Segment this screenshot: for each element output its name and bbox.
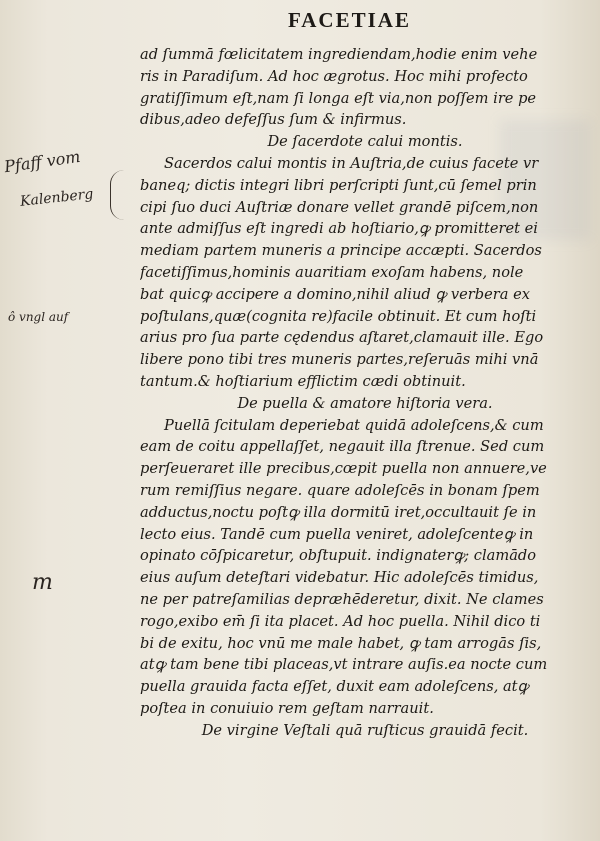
running-head: FACETIAE [288,8,411,32]
text-line: eius auſum deteſtari videbatur. Hic adoleſcēs timidus, [140,569,539,587]
marginal-note: m [32,570,53,595]
text-line: ris in Paradiſum. Ad hoc ægrotus. Hoc mihi profecto [140,67,528,85]
text-line: ad ſummā fœlicitatem ingrediendam,hodie enim vehe [140,46,538,63]
text-line: puella grauida facta eſſet, duxit eam adoleſcens, atꝙ [140,678,529,696]
marginal-bracket [110,170,133,220]
text-line: Puellā ſcitulam deperiebat quidā adoleſcens,& cum [164,416,544,434]
text-line: ante admiſſus eſt ingredi ab hoſtiario,ꝙ promitteret ei [140,220,538,238]
text-line: bat quicꝙ accipere a domino,nihil aliud ꝙ verbera ex [140,285,530,303]
text-line: arius pro ſua parte cędendus aſtaret,clamauit ille. Ego [140,329,544,347]
marginal-note: Pfaff vom [3,146,82,177]
text-line: facetiſſimus,hominis auaritiam exoſam habens, nole [140,263,524,281]
text-line: poſtulans,quæ(cognita re)facile obtinuit. Et cum hoſti [140,307,537,325]
text-line: rogo,exibo em̄ ſi ita placet. Ad hoc puella. Nihil dico ti [140,612,541,630]
text-line: opinato cōſpicaretur, obſtupuit. indignaterꝙ; clamādo [140,547,537,565]
text-line: tantum.& hoſtiarium efflictim cædi obtinuit. [140,372,466,390]
text-block [140,44,580,742]
text-line: baneq; dictis integri libri perſcripti ſunt,cū ſemel prin [140,176,537,194]
text-line: adductus,noctu poſtꝙ illa dormitū iret,occultauit ſe in [140,503,537,521]
text-line: mediam partem muneris a principe accæpti. Sacerdos [140,242,542,260]
marginal-note: ô vngl auf [8,310,69,324]
text-line: rum remiſſius negare. quare adoleſcēs in bonam ſpem [140,481,540,499]
text-line: ne per patreſamilias depræhēderetur, dixit. Ne clames [140,590,544,608]
text-line: eam de coitu appellaſſet, negauit illa ſtrenue. Sed cum [140,438,545,456]
text-line: bi de exitu, hoc vnū me male habet, ꝙ tam arrogās ſis, [140,634,542,652]
section-heading: De ſacerdote calui montis. [267,133,463,151]
section-heading: De virgine Veſtali quā ruſticus grauidā fecit. [201,721,529,739]
text-line: atꝙ tam bene tibi placeas,vt intrare auſis.ea nocte cum [140,656,548,674]
section-heading: De puella & amatore hiſtoria vera. [237,394,493,412]
text-line: dibus,adeo defeſſus ſum & infirmus. [140,111,407,129]
text-line: Sacerdos calui montis in Auſtria,de cuius facete vr [164,154,539,172]
text-line: libere pono tibi tres muneris partes,reſeruās mihi vnā [140,351,539,369]
text-line: poſtea in conuiuio rem geſtam narrauit. [140,699,434,717]
text-line: perſeueraret ille precibus,cœpit puella non annuere,ve [140,460,547,478]
text-line: lecto eius. Tandē cum puella veniret, adoleſcenteꝙ in [140,525,534,543]
text-line: cipi ſuo duci Auſtriæ donare vellet grandē piſcem,non [140,198,539,216]
marginal-note: Kalenberg [19,186,95,210]
text-line: gratiſſimum eſt,nam ſi longa eſt via,non poſſem ire pe [140,89,537,107]
